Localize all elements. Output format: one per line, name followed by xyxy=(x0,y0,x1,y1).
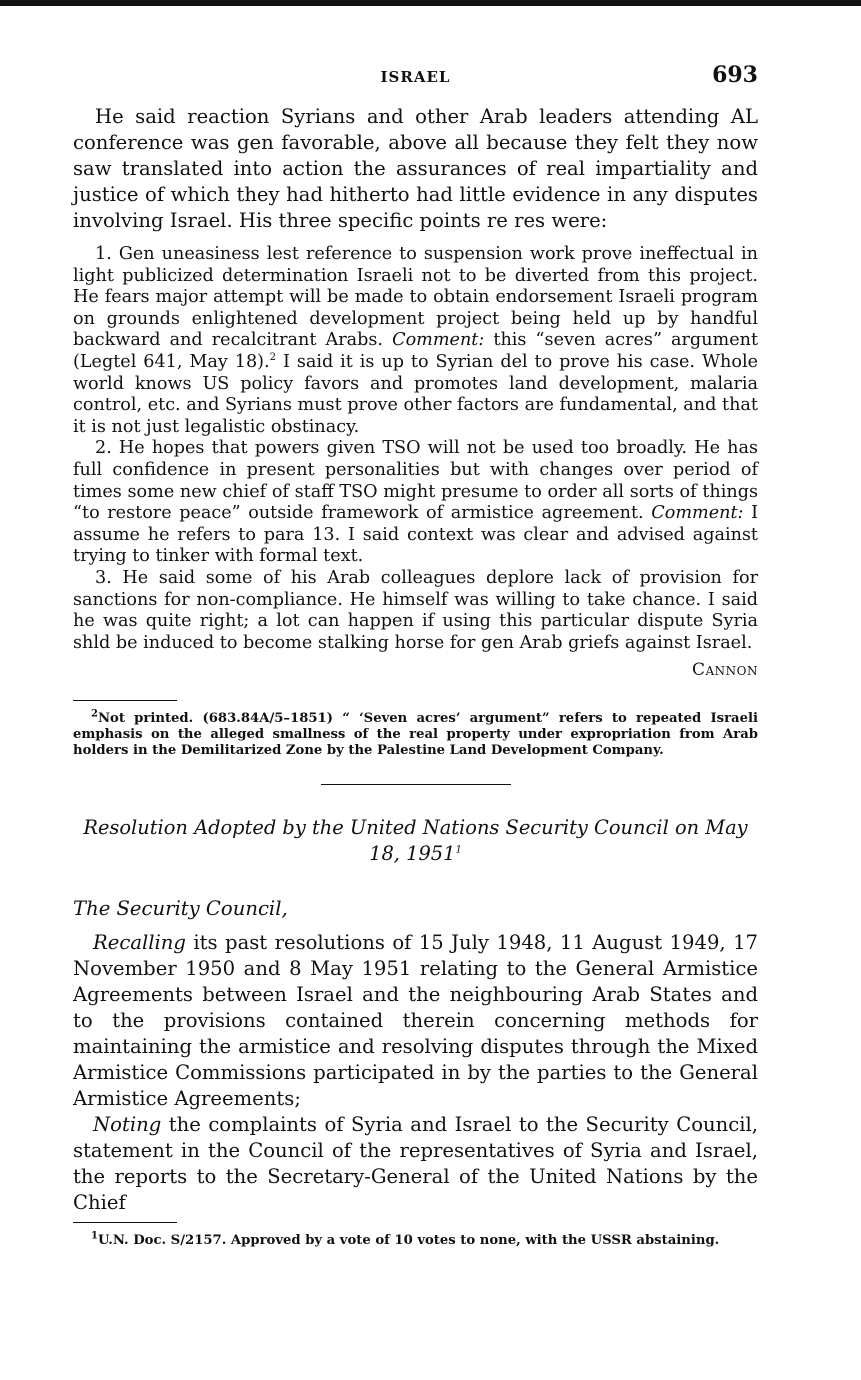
footnote-2-text: Not printed. (683.84A/5–1851) “ ‘Seven acres’ argument” refers to repeated Israeli emphasis on the alleged smallness of the real property under expropriation from Arab holders in the Demilitarized Zone by the Palestine Land Development Company. xyxy=(73,711,758,759)
footnote-ref-1: 1 xyxy=(455,844,462,856)
salutation: The Security Council, xyxy=(73,897,288,921)
comment-label: Comment: xyxy=(651,503,744,524)
footnote-rule xyxy=(73,1222,177,1223)
footnote-2-marker: 2 xyxy=(91,708,98,720)
page-header xyxy=(73,60,758,94)
noting-clause xyxy=(73,1112,758,1216)
footnote-ref-2: 2 xyxy=(269,352,276,364)
noting-text: the complaints of Syria and Israel to the Security Council, statement in the Council of the representatives of Syria and Israel, the reports to the Secretary-General of the United Nations by the Chief xyxy=(73,1113,758,1215)
intro-paragraph: He said reaction Syrians and other Arab leaders attending AL conference was gen favorable, above all because they felt they now saw translated into action the assurances of real impartiality and justice of which they had hitherto had little evidence in any disputes involving Israel. His three specific points re res were: xyxy=(73,105,758,232)
footnote-1 xyxy=(73,1230,758,1249)
resolution-body xyxy=(73,930,758,1216)
running-head: ISRAEL xyxy=(380,68,451,86)
footnote-2 xyxy=(73,708,758,759)
recalling-text: its past resolutions of 15 July 1948, 11 August 1949, 17 November 1950 and 8 May 1951 relating to the General Armistice Agreements between Israel and the neighbouring Arab States and to the provisions contained therein concerning methods for maintaining the armistice and resolving disputes through the Mixed Armistice Commissions participated in by the parties to the General Armistice Agreements; xyxy=(73,931,758,1111)
point-1-text-mid: this “seven acres” argument (Legtel 641, May 18). xyxy=(73,330,759,372)
point-3: 3. He said some of his Arab colleagues deplore lack of provision for sanctions for non-compliance. He himself was willing to take chance. I said he was quite right; a lot can happen if using this particular dispute Syria shld be induced to become stalking horse for gen Arab griefs against Israel. xyxy=(73,567,758,653)
recalling-label: Recalling xyxy=(93,931,186,955)
section-divider xyxy=(321,784,511,785)
footnote-rule xyxy=(73,700,177,701)
point-1-text-after: I said it is up to Syrian del to prove his case. Whole world knows US policy favors and promotes land development, malaria control, etc. and Syrians must prove other factors are fundamental, and that it is not just legalistic obstinacy. xyxy=(73,351,759,437)
point-2-text-after: I assume he refers to para 13. I said context was clear and advised against trying to tinker with formal text. xyxy=(73,503,759,567)
page-content xyxy=(73,60,758,1249)
signature: Cannon xyxy=(691,660,758,681)
footnote-1-marker: 1 xyxy=(91,1230,98,1242)
footnote-1-text: U.N. Doc. S/2157. Approved by a vote of 10 votes to none, with the USSR abstaining. xyxy=(97,1233,720,1249)
noting-label: Noting xyxy=(93,1113,162,1137)
recalling-clause xyxy=(73,930,758,1112)
points-list xyxy=(73,244,758,654)
top-border-rule xyxy=(0,0,861,6)
point-1-text-before: 1. Gen uneasiness lest reference to suspension work prove ineffectual in light publicized determination Israeli not to be diverted from this project. He fears major attempt will be made to obtain endorsement Israeli program on grounds enlightened development project being held up by handful backward and recalcitrant Arabs. xyxy=(73,244,758,351)
document-title xyxy=(73,815,758,867)
point-2-text-before: 2. He hopes that powers given TSO will not be used too broadly. He has full confidence in present personalities but with changes over period of times some new chief of staff TSO might presume to order all sorts of things “to restore peace” outside framework of armistice agreement. xyxy=(73,438,758,524)
comment-label: Comment: xyxy=(392,330,485,351)
document-title-text: Resolution Adopted by the United Nations Security Council on May 18, 1951 xyxy=(83,816,748,866)
page-number: 693 xyxy=(712,62,758,88)
point-2 xyxy=(73,438,758,568)
point-1 xyxy=(73,244,758,438)
